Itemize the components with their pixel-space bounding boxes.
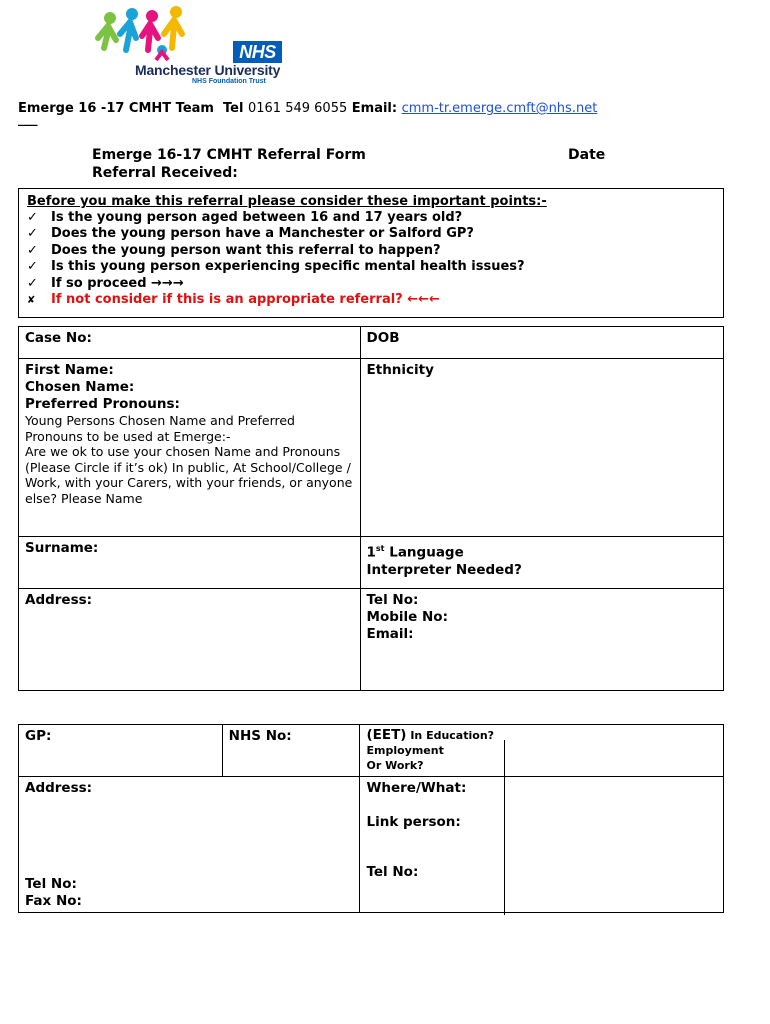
surname-label: Surname: <box>25 540 99 556</box>
where-what-label: Where/What: <box>366 780 467 796</box>
email-label: Email: <box>351 101 398 116</box>
contact-line <box>18 101 597 116</box>
surname-cell[interactable] <box>19 537 361 589</box>
underline-dash: ___ <box>18 112 38 127</box>
eet-work: Or Work? <box>366 759 424 772</box>
cross-icon: ✘ <box>27 295 36 306</box>
tel-no-label: Tel No: <box>366 592 419 608</box>
eet-details-cell[interactable] <box>360 777 724 913</box>
ethnicity-label: Ethnicity <box>366 362 434 378</box>
checklist-item: ✓ Is this young person experiencing specific mental health issues? <box>27 259 525 274</box>
language-label: 1st Language <box>366 544 464 561</box>
address-cell[interactable] <box>19 589 361 691</box>
check-icon: ✓ <box>27 226 38 241</box>
gp-address-label: Address: <box>25 780 93 796</box>
nhs-no-label: NHS No: <box>228 728 292 744</box>
university-name: Manchester University <box>135 62 281 78</box>
link-tel-label: Tel No: <box>366 864 419 880</box>
check-icon: ✓ <box>27 210 38 225</box>
checklist-box <box>18 188 724 318</box>
gp-details-table <box>18 724 724 913</box>
people-figures-icon <box>90 4 202 62</box>
eet-employment: Employment <box>366 744 444 757</box>
dob-cell[interactable] <box>360 327 723 359</box>
pronouns-note: Young Persons Chosen Name and Preferred Pronouns to be used at Emerge:- <box>25 413 295 444</box>
email-link[interactable]: cmm-tr.emerge.cmft@nhs.net <box>401 101 598 116</box>
names-cell[interactable] <box>19 359 361 537</box>
gp-fax-label: Fax No: <box>25 893 82 909</box>
gp-cell[interactable] <box>19 725 223 777</box>
contact-cell[interactable] <box>360 589 723 691</box>
team-name: Emerge 16 -17 CMHT Team <box>18 101 214 116</box>
language-cell[interactable] <box>360 537 723 589</box>
checklist-item: ✓ Is the young person aged between 16 and 17 years old? <box>27 210 463 225</box>
form-title: Emerge 16-17 CMHT Referral Form <box>92 147 366 163</box>
eet-cell[interactable] <box>360 725 724 777</box>
link-person-label: Link person: <box>366 814 461 830</box>
ethnicity-cell[interactable] <box>360 359 723 537</box>
checklist-heading: Before you make this referral please consider these important points:- <box>27 194 547 209</box>
gp-address-cell[interactable] <box>19 777 360 913</box>
case-no-cell[interactable] <box>19 327 361 359</box>
checklist-warning: ✘ If not consider if this is an appropriate referral? ←←← <box>27 292 440 307</box>
personal-details-table <box>18 326 724 691</box>
nhs-logo: NHS <box>233 41 282 63</box>
address-label: Address: <box>25 592 93 608</box>
first-name-label: First Name: <box>25 362 114 378</box>
divider-line <box>504 740 505 915</box>
case-no-label: Case No: <box>25 330 92 346</box>
tel-number: 0161 549 6055 <box>247 101 348 116</box>
check-icon: ✓ <box>27 243 38 258</box>
check-icon: ✓ <box>27 276 38 291</box>
mobile-no-label: Mobile No: <box>366 609 448 625</box>
interpreter-label: Interpreter Needed? <box>366 561 522 578</box>
pronouns-label: Preferred Pronouns: <box>25 396 180 412</box>
nhs-no-cell[interactable] <box>222 725 360 777</box>
chosen-name-label: Chosen Name: <box>25 379 135 395</box>
gp-label: GP: <box>25 728 52 744</box>
tel-label: Tel <box>223 101 244 116</box>
checklist-item: ✓ Does the young person have a Manchester or Salford GP? <box>27 226 474 241</box>
checklist-item: ✓ If so proceed →→→ <box>27 276 184 291</box>
email-label: Email: <box>366 626 414 642</box>
gp-tel-label: Tel No: <box>25 876 77 892</box>
dob-label: DOB <box>366 330 400 346</box>
consent-note: Are we ok to use your chosen Name and Pronouns (Please Circle if it’s ok) In public, At School/College / Work, with your Carers, with your friends, or anyone else? Please Name <box>25 444 353 506</box>
referral-received-label: Referral Received: <box>92 165 238 181</box>
checklist-item: ✓ Does the young person want this referral to happen? <box>27 243 441 258</box>
check-icon: ✓ <box>27 259 38 274</box>
date-label: Date <box>568 147 606 163</box>
eet-label: (EET) In Education? <box>366 727 495 743</box>
trust-name: NHS Foundation Trust <box>192 78 266 85</box>
